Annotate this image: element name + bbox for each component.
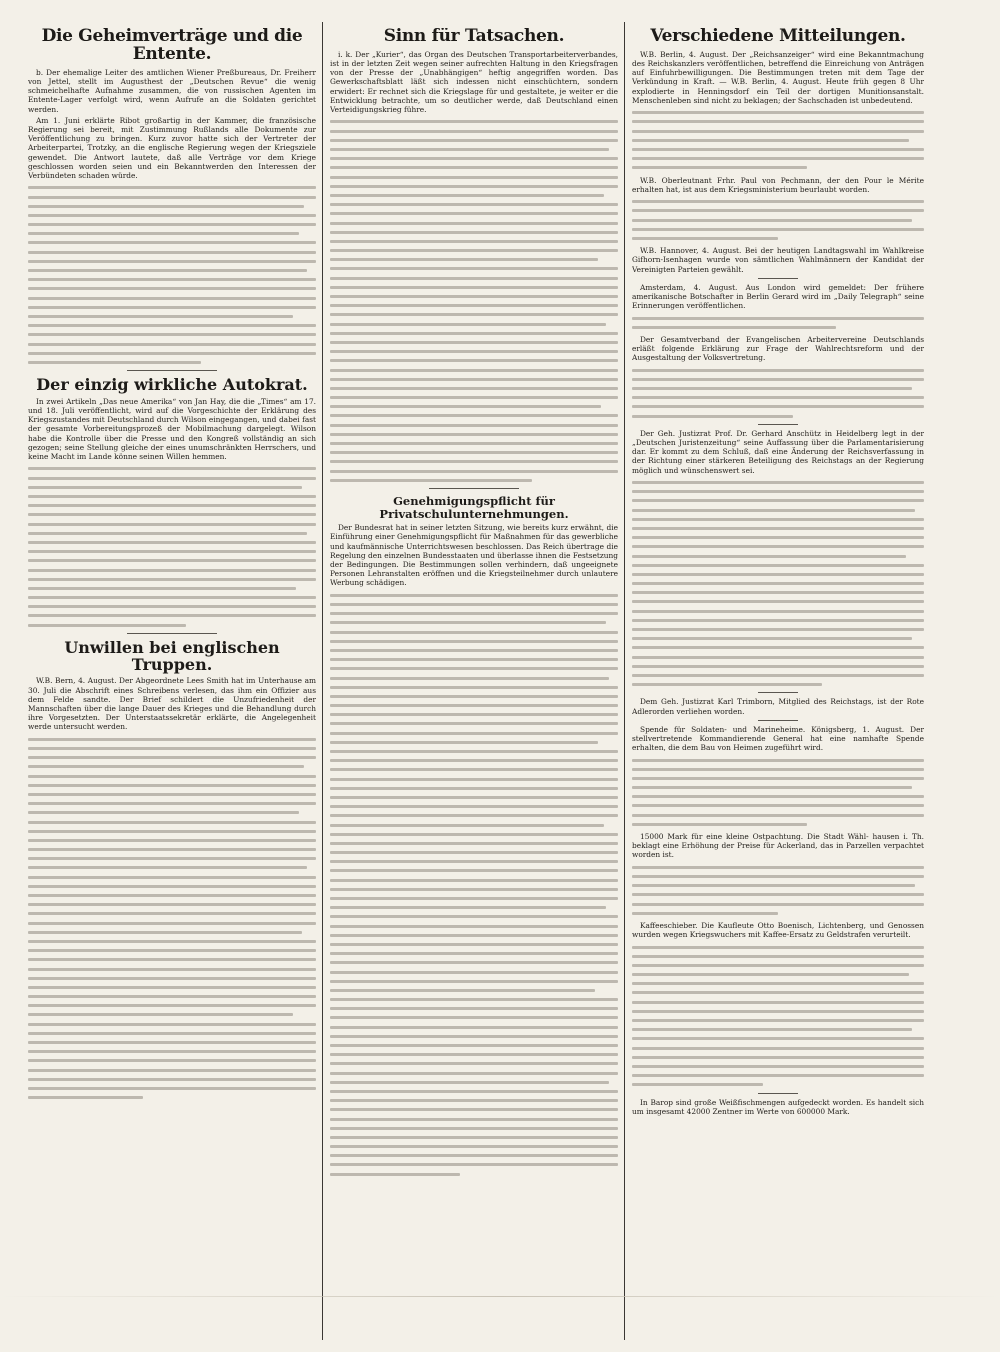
news-item: Kaffeeschieber. Die Kaufleute Otto Boenisch, Lichtenberg, und Genossen wurden wegen Kriegswuchers mit Kaffee-Ersatz zu Geldstrafen verurteilt. <box>632 920 924 940</box>
news-item: Der Gesamtverband der Evangelischen Arbeitervereine Deutschlands erläßt folgende Erklärung zur Frage der Wahlrechtsreform und der Ausgestaltung der Volksvertretung. <box>632 334 924 363</box>
text-lines <box>632 369 924 418</box>
separator <box>758 424 798 425</box>
column-1 <box>28 28 316 1338</box>
article-headline: Der einzig wirkliche Autokrat. <box>36 375 308 395</box>
separator <box>758 278 798 279</box>
article-body: i. k. Der „Kurier“, das Organ des Deutschen Transportarbeiterverbandes, ist in der letzten Zeit wegen seiner aufrechten Haltung in den Kriegsfragen von der Presse der „Unabhängigen“ heftig angegriffen worden. Das Gewerkschaftsblatt läßt sich indessen nicht einschüchtern, sondern erwidert: Er rechnet sich die Kriegslage für und gestaltete, je weiter er die Entwicklung betrachte, um so deutlicher werde, daß Deutschland einen Verteidigungskrieg führe. <box>330 49 618 115</box>
text-lines <box>632 759 924 826</box>
article-headline: Sinn für Tatsachen. <box>383 28 565 46</box>
separator <box>127 370 217 371</box>
article-headline: Genehmigungspflicht für Privatschulunternehmungen. <box>379 493 569 521</box>
column-2 <box>330 28 618 1338</box>
text-lines <box>632 946 924 1087</box>
separator <box>127 633 217 634</box>
text-lines <box>632 200 924 240</box>
article-body: Der Bundesrat hat in seiner letzten Sitzung, wie bereits kurz erwähnt, die Einführung einer Genehmigungspflicht für Maßnahmen für das gewerbliche und kaufmännische Unterrichtswesen beschlossen. Das Reich übertrage die Regelung den einzelnen Bundesstaaten und überlasse ihnen die Festsetzung der Bedingungen. Die Bestimmungen sollen verhindern, daß ungeeignete Personen Lehranstalten eröffnen und die Kriegsteilnehmer durch unlautere Werbung schädigen. <box>330 523 618 588</box>
news-item: Spende für Soldaten- und Marineheime. Königsberg, 1. August. Der stellvertretende Kommandierende General hat eine namhafte Spende erhalten, die dem Bau von Heimen zugeführt wird. <box>632 724 924 753</box>
article-body: Der Geh. Justizrat Prof. Dr. Gerhard Anschütz in Heidelberg legt in der „Deutschen Juristenzeitung“ seine Auffassung über die Parlamentarisierung dar. Er kommt zu dem Schluß, daß eine Änderung der Reichsverfassung in der Richtung einer stärkeren Beteiligung des Reichstags an der Regierung möglich und wünschenswert sei. <box>632 428 924 475</box>
text-lines <box>28 738 316 1099</box>
article-headline: Verschiedene Mitteilungen. <box>650 28 906 46</box>
news-item: Dem Geh. Justizrat Karl Trimborn, Mitglied des Reichstags, ist der Rote Adlerorden verliehen worden. <box>632 697 924 716</box>
text-lines <box>28 467 316 626</box>
article-headline: Unwillen bei englischen Truppen. <box>64 637 280 674</box>
news-item: W.B. Hannover, 4. August. Bei der heutigen Landtagswahl im Wahlkreise Gifhorn-Isenhagen wurde von sämtlichen Wahlmännern der Kandidat der Vereinigten Parteien gewählt. <box>632 246 924 274</box>
article-body: W.B. Bern, 4. August. Der Abgeordnete Lees Smith hat im Unterhause am 30. Juli die Abschrift eines Schreibens verlesen, das ihm ein Offizier aus dem Felde sandte. Der Brief schildert die Unzufriedenheit der Mannschaften über die lange Dauer des Krieges und die Behandlung durch ihre Vorgesetzten. Der Unterstaatssekretär erklärte, die Angelegenheit werde untersucht werden. <box>28 676 316 732</box>
separator <box>758 692 798 693</box>
news-item: In Barop sind große Weißfischmengen aufgedeckt worden. Es handelt sich um insgesamt 42000 Zentner im Werte von 600000 Mark. <box>632 1097 924 1116</box>
article-lead: b. Der ehemalige Leiter des amtlichen Wiener Preßbureaus, Dr. Freiherr von Jettel, stellt im Augusthest der „Deutschen Revue“ die wenig schmeichelhafte Aufnahme zusammen, die von russischen Agenten im Entente-Lager verfolgt wird, wenn Aufrufe an die Soldaten gerichtet werden. <box>28 67 316 114</box>
text-lines <box>632 481 924 686</box>
separator <box>758 720 798 721</box>
column-3 <box>632 28 924 1338</box>
text-lines <box>632 111 924 169</box>
column-rule <box>322 22 323 1340</box>
article-headline: Die Geheimverträge und die Entente. <box>41 28 303 64</box>
text-lines <box>330 594 618 1176</box>
page-fold <box>0 1296 1000 1297</box>
text-lines <box>632 317 924 329</box>
article-body: In zwei Artikeln „Das neue Amerika“ von Jan Hay, die die „Times“ am 17. und 18. Juli veröffentlicht, wird auf die Vorgeschichte der Erklärung des Kriegszustandes mit Deutschland durch Wilson eingegangen, und dabei fast der gesamte Vorbereitungsprozeß der Mobilmachung dargelegt. Wilson habe die Kontrolle über die Presse und den Kongreß vollständig an sich gezogen; seine Stellung gleiche der eines unumschränkten Herrschers, und keine Macht im Lande könne seinen Willen hemmen. <box>28 396 316 462</box>
news-item: Amsterdam, 4. August. Aus London wird gemeldet: Der frühere amerikanische Botschafter in Berlin Gerard wird im „Daily Telegraph“ seine Erinnerungen veröffentlichen. <box>632 282 924 311</box>
separator <box>429 488 519 489</box>
separator <box>758 1093 798 1094</box>
text-lines <box>632 866 924 915</box>
column-rule <box>624 22 625 1340</box>
article-body: Am 1. Juni erklärte Ribot großartig in der Kammer, die französische Regierung sei bereit, mit Zustimmung Rußlands alle Dokumente zur Veröffentlichung zu bringen. Kurz zuvor hatte sich der Vertreter der Arbeiterpartei, Trotzky, an die englische Regierung wegen der Kriegsziele gewendet. Die Antwort lautete, daß alle Verträge vor dem Kriege geschlossen worden seien und ein Bekanntwerden den Interessen der Verbündeten schaden würde. <box>28 115 316 180</box>
news-item: 15000 Mark für eine kleine Ostpachtung. Die Stadt Wähl- hausen i. Th. beklagt eine Erhöhung der Preise für Ackerland, das in Parzellen verpachtet worden ist. <box>632 832 924 860</box>
article-body: W.B. Berlin, 4. August. Der „Reichsanzeiger“ wird eine Bekanntmachung des Reichskanzlers veröffentlichen, betreffend die Einreichung von Anträgen auf Einfuhrbewilligungen. Die Bestimmungen treten mit dem Tage der Verkündung in Kraft. — W.B. Berlin, 4. August. Heute früh gegen 8 Uhr explodierte in Henningsdorf ein Teil der dortigen Munitionsanstalt. Menschenleben sind nicht zu beklagen; der Sachschaden ist unbedeutend. <box>632 49 924 105</box>
text-lines <box>330 120 618 481</box>
news-item: W.B. Oberleutnant Frhr. Paul von Pechmann, der den Pour le Mérite erhalten hat, ist aus dem Kriegsministerium beurlaubt worden. <box>632 175 924 194</box>
text-lines <box>28 186 316 364</box>
